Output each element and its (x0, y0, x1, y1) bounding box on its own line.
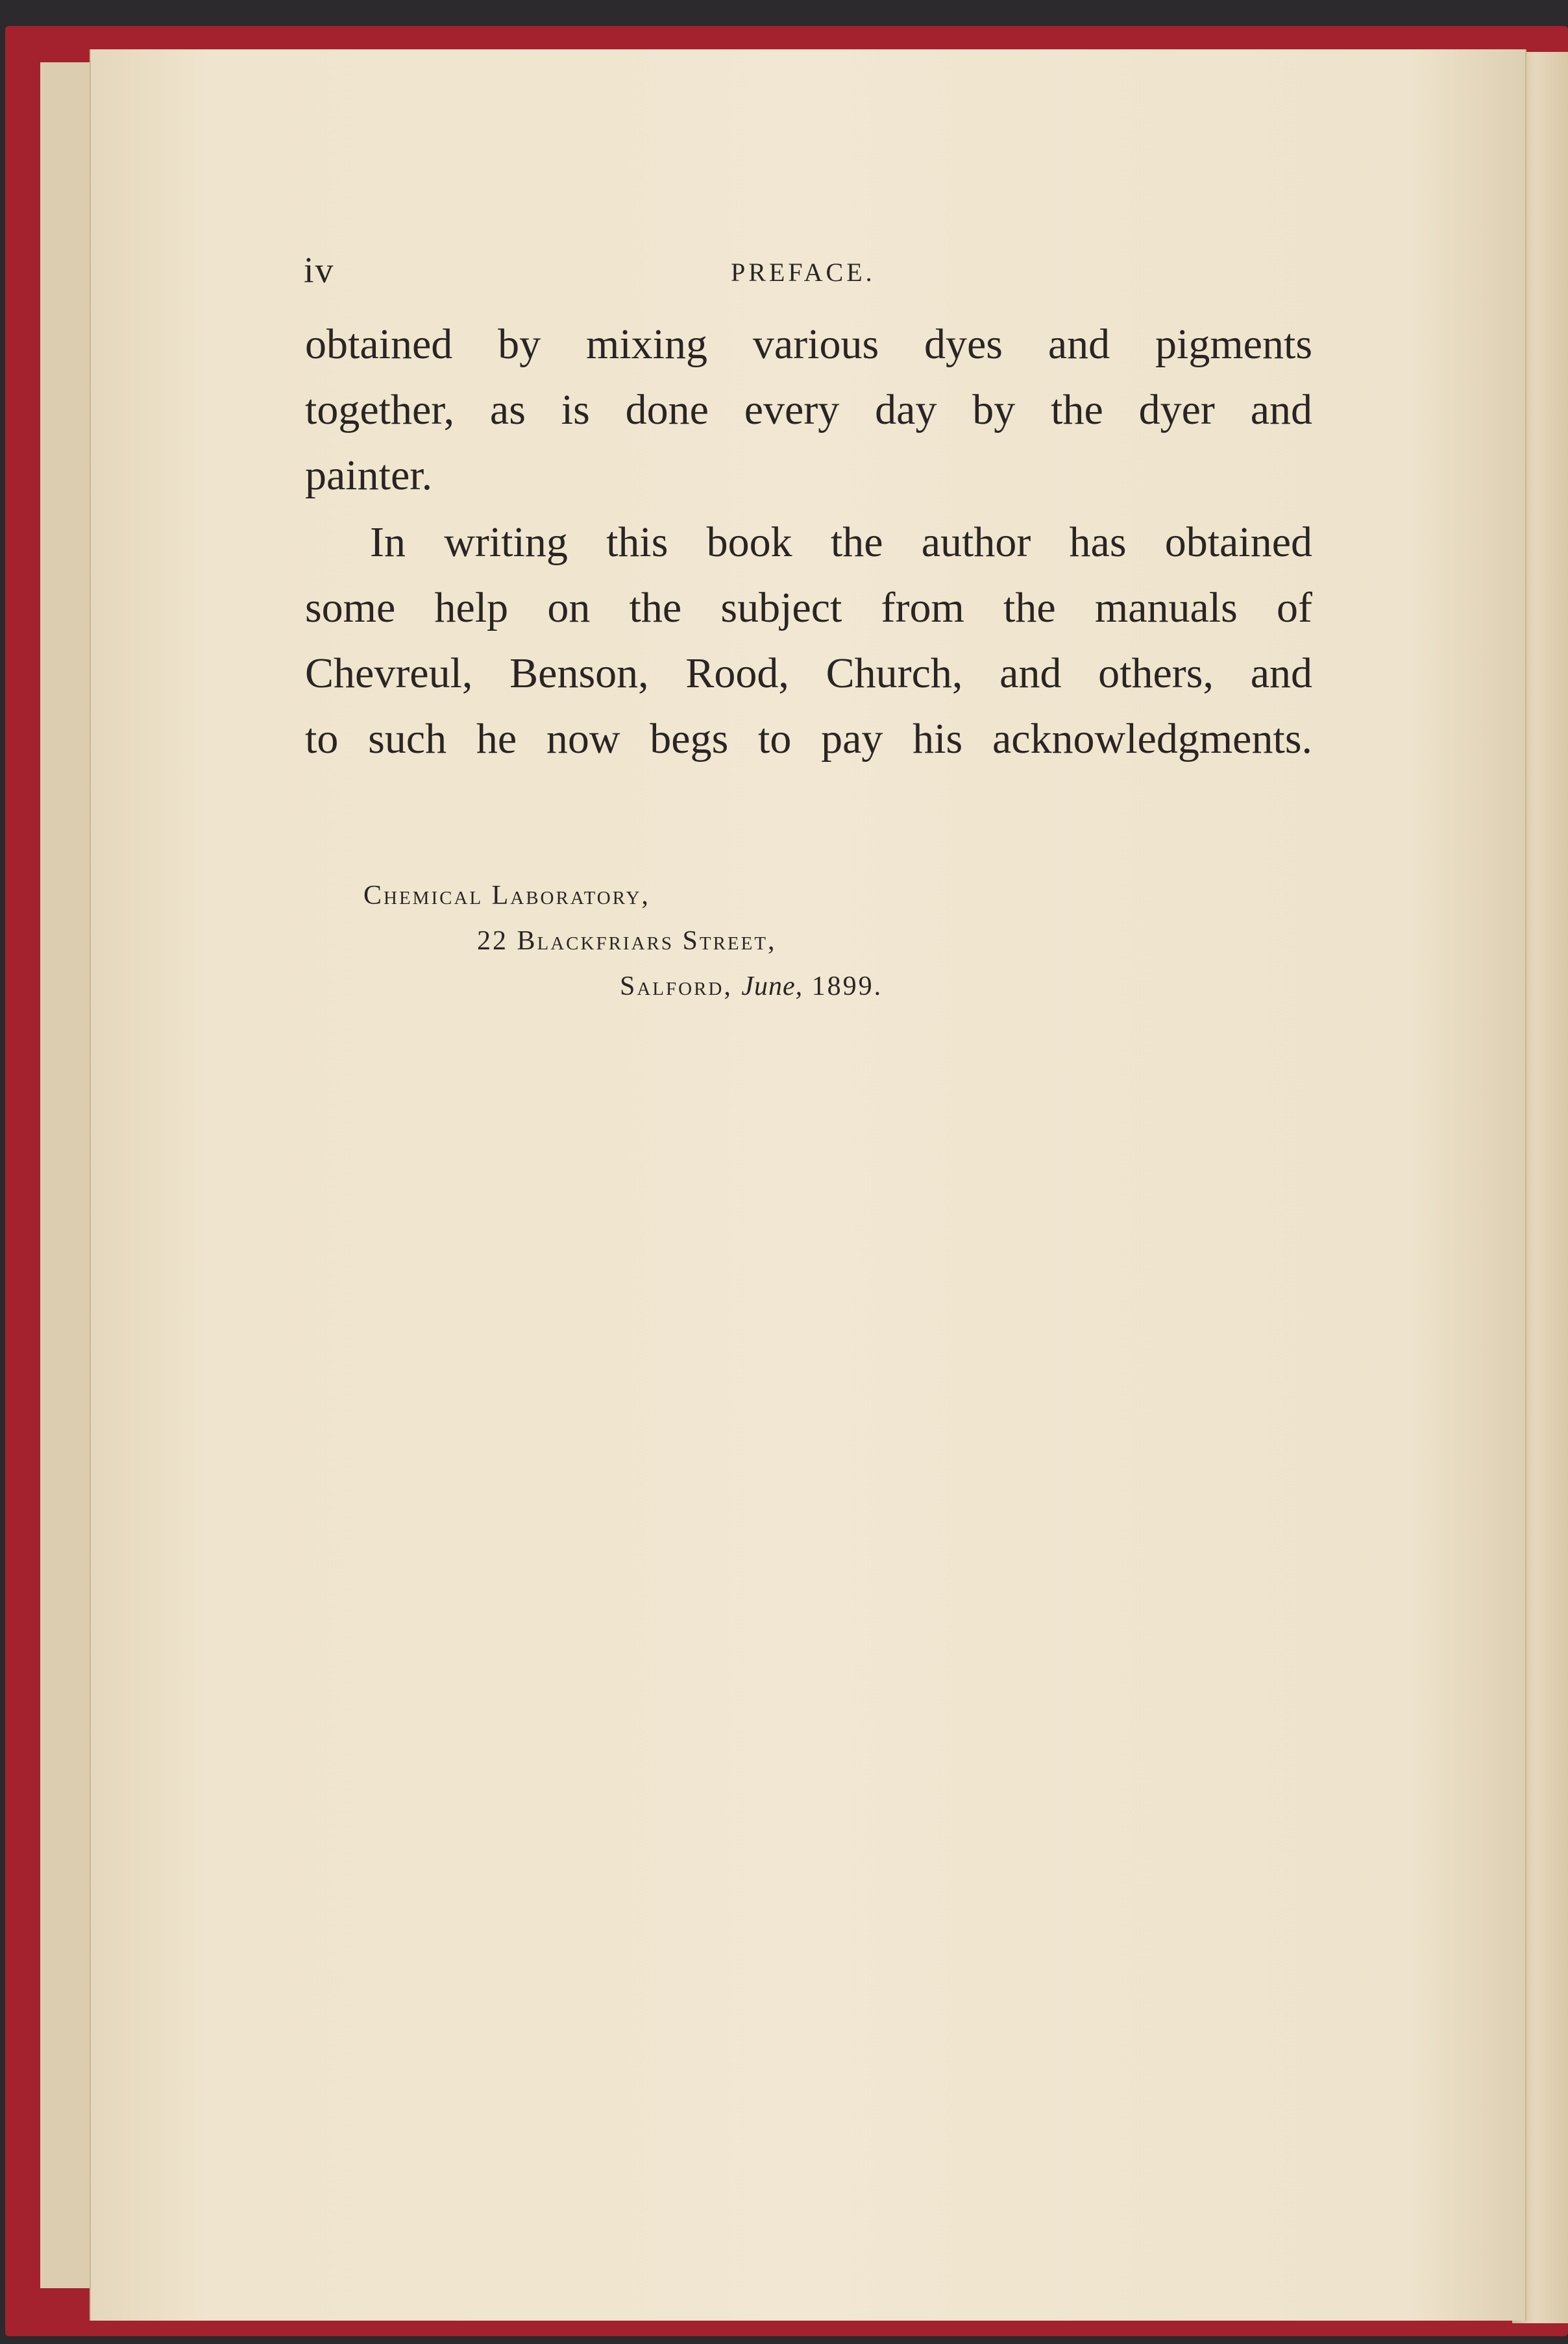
text-line: Chevreul, Benson, Rood, Church, and others, and (305, 650, 1312, 697)
running-title: PREFACE. (731, 258, 876, 287)
signature-month: June, (741, 971, 803, 1001)
paragraph-2 (305, 509, 1312, 772)
text-line: some help on the subject from the manuals of (305, 584, 1312, 631)
signature-line-street: 22 Blackfriars Street, (477, 926, 777, 956)
signature-place: Salford, (620, 971, 733, 1001)
text-line: In writing this book the author has obtained (370, 519, 1312, 566)
signature-line-place-date (620, 971, 883, 1002)
text-line: to such he now begs to pay his acknowledgments. (305, 715, 1312, 763)
text-line: obtained by mixing various dyes and pigments (305, 321, 1312, 368)
text-line: painter. (305, 452, 433, 499)
paragraph-1 (305, 311, 1312, 508)
signature-line-laboratory: Chemical Laboratory, (363, 881, 650, 910)
signature-year: 1899. (811, 971, 883, 1001)
text-line: together, as is done every day by the dyer and (305, 386, 1312, 433)
page-number: iv (304, 250, 335, 291)
